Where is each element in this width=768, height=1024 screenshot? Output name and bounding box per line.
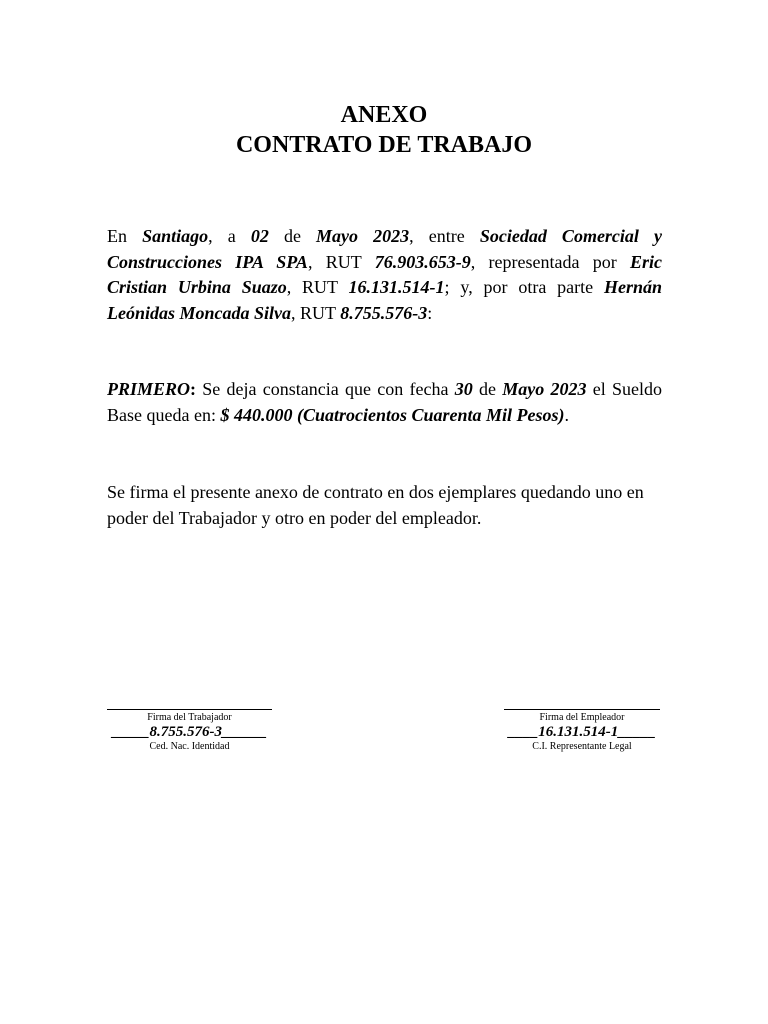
intro-text: de [268,226,317,246]
intro-paragraph [107,224,662,326]
clause-text: de [472,379,503,399]
title-annex: ANEXO [340,102,428,128]
worker-id-value: _____8.755.576-3______ [112,724,267,740]
worker-signature-line [107,696,272,710]
worker-id-caption: Ced. Nac. Identidad [149,741,230,752]
worker-signature-block [107,696,272,753]
salary-amount: $ 440.000 (Cuatrocientos Cuarenta Mil Pesos) [220,404,565,425]
worker-rut: 8.755.576-3 [340,302,428,323]
clause-month-year: Mayo 2023 [502,379,587,399]
intro-text: En [107,226,143,246]
intro-text: , RUT [291,302,341,323]
intro-text: , entre [409,226,480,246]
intro-text: , RUT [307,251,375,272]
employer-signature-block [504,696,660,753]
employer-signature-line [504,696,660,710]
representative-rut: 16.131.514-1 [348,277,445,297]
worker-name: Hernán Leónidas Moncada Silva [107,277,662,323]
clause-text: el Sueldo Base queda en: [107,379,663,425]
clause-text: Se deja constancia que con fecha [196,379,455,399]
intro-text: , a [208,226,251,246]
employer-name: Sociedad Comercial y Construcciones IPA SPA [107,226,663,272]
clause-text: . [564,404,569,425]
employer-signature-label: Firma del Empleador [539,712,625,723]
intro-text: ; y, por otra parte [444,277,604,297]
worker-signature-label: Firma del Trabajador [147,712,232,723]
title-contract: CONTRATO DE TRABAJO [235,132,533,158]
employer-id-value: ____16.131.514-1_____ [508,724,656,740]
representative-name: Eric Cristian Urbina Suazo [107,251,663,297]
employer-id-caption: C.I. Representante Legal [532,741,632,752]
clause-colon: : [190,379,197,399]
intro-month-year: Mayo 2023 [316,226,410,246]
document-title [0,100,768,160]
closing-paragraph: Se firma el presente anexo de contrato en dos ejemplares quedando uno en poder del Trabajador y otro en poder del empleador. [107,482,644,528]
intro-text: : [427,302,433,323]
clause-label: PRIMERO [107,379,191,399]
intro-city: Santiago [142,226,209,246]
intro-day: 02 [250,226,269,246]
intro-text: , RUT [286,277,349,297]
clause-first-paragraph [107,377,662,428]
intro-text: , representada por [470,251,630,272]
clause-day: 30 [454,379,473,399]
employer-rut: 76.903.653-9 [374,251,471,272]
